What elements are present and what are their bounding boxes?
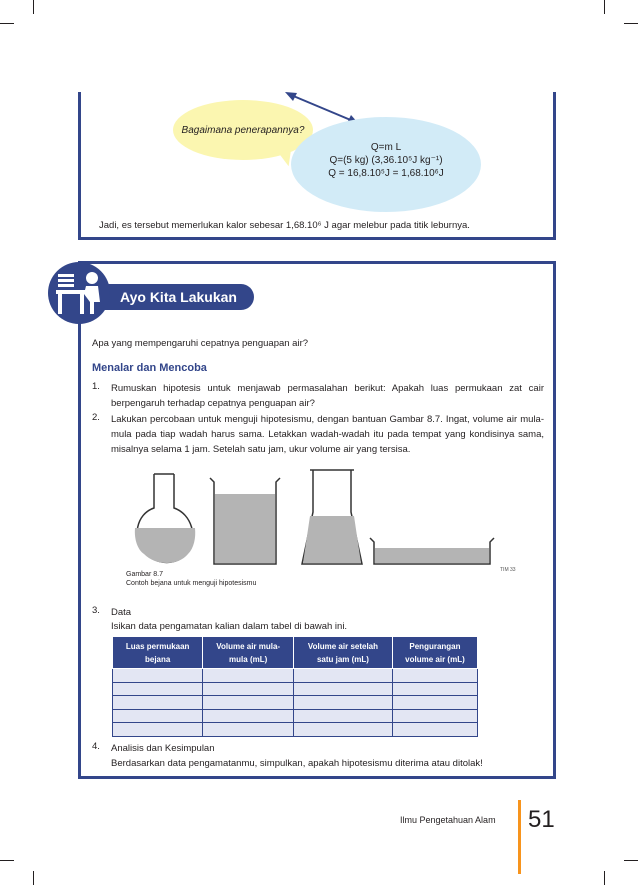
activity-title: Ayo Kita Lakukan [104,284,254,310]
table-cell[interactable] [392,682,477,696]
table-cell[interactable] [203,669,294,683]
crop-mark [33,0,34,14]
table-cell[interactable] [392,696,477,710]
formula-line: Q=m L [370,142,402,153]
page-number: 51 [528,806,555,833]
table-header: Pengurangan volume air (mL) [392,637,477,669]
crop-mark [624,23,638,24]
table-cell[interactable] [113,723,203,737]
table-cell[interactable] [392,669,477,683]
data-table [112,636,478,737]
step-title: Analisis dan Kesimpulan [111,743,215,754]
section-heading: Menalar dan Mencoba [92,362,207,374]
figure-caption [126,570,256,588]
conclusion-text: Jadi, es tersebut memerlukan kalor sebesar 1,68.10⁶ J agar melebur pada titik leburnya. [99,220,470,231]
step-text: Berdasarkan data pengamatanmu, simpulkan, apakah hipotesismu diterima atau ditolak! [111,758,483,769]
figure-tag: TIM 33 [500,567,516,573]
table-cell[interactable] [203,723,294,737]
footer-divider [518,800,521,874]
table-cell[interactable] [294,723,393,737]
table-cell[interactable] [392,723,477,737]
subject-title: Ilmu Pengetahuan Alam [400,815,496,825]
activity-question: Apa yang mempengaruhi cepatnya penguapan air? [92,338,309,349]
crop-mark [0,860,14,861]
table-header: Volume air mula- mula (mL) [203,637,294,669]
crop-mark [624,860,638,861]
step-number: 2. [92,412,100,423]
table-cell[interactable] [113,669,203,683]
step-text: Isikan data pengamatan kalian dalam tabel di bawah ini. [111,621,348,632]
question-text: Bagaimana penerapannya? [181,124,305,136]
table-cell[interactable] [294,696,393,710]
table-cell[interactable] [203,696,294,710]
table-header: Volume air setelah satu jam (mL) [294,637,393,669]
worked-example-box [78,92,556,240]
figure-caption-title: Gambar 8.7 [126,571,163,578]
step-number: 4. [92,741,100,752]
table-row [113,723,478,737]
formula-bubble [291,117,481,212]
vessels-figure [126,468,516,573]
table-cell[interactable] [113,709,203,723]
table-cell[interactable] [203,709,294,723]
table-row [113,709,478,723]
step-number: 1. [92,381,100,392]
table-cell[interactable] [113,696,203,710]
table-row [113,682,478,696]
step-number: 3. [92,605,100,616]
step-text: Lakukan percobaan untuk menguji hipotesismu, dengan bantuan Gambar 8.7. Ingat, volume air mula-mula pada tiap wadah harus sama. Letakkan wadah-wadah itu pada tempat yang kondisinya sama, misalnya selama 1 jam. Setelah satu jam, ukur volume air yang tersisa. [111,414,544,455]
table-row [113,696,478,710]
table-cell[interactable] [203,682,294,696]
student-desk-icon [48,262,110,324]
table-row [113,669,478,683]
crop-mark [604,0,605,14]
figure-caption-text: Contoh bejana untuk menguji hipotesismu [126,580,257,587]
table-cell[interactable] [294,682,393,696]
table-cell[interactable] [392,709,477,723]
formula-line: Q = 16,8.10⁵J = 1,68.10⁶J [328,168,444,179]
formula-line: Q=(5 kg) (3,36.10⁵J kg⁻¹) [329,155,443,166]
crop-mark [33,871,34,885]
table-cell[interactable] [294,709,393,723]
crop-mark [0,23,14,24]
table-cell[interactable] [294,669,393,683]
step-text: Rumuskan hipotesis untuk menjawab permasalahan berikut: Apakah luas permukaan zat cair berpengaruh terhadap cepatnya penguapan air? [111,383,544,409]
student-desk-icon [48,262,110,324]
step-title: Data [111,607,132,618]
table-header: Luas permukaan bejana [113,637,203,669]
table-cell[interactable] [113,682,203,696]
crop-mark [604,871,605,885]
